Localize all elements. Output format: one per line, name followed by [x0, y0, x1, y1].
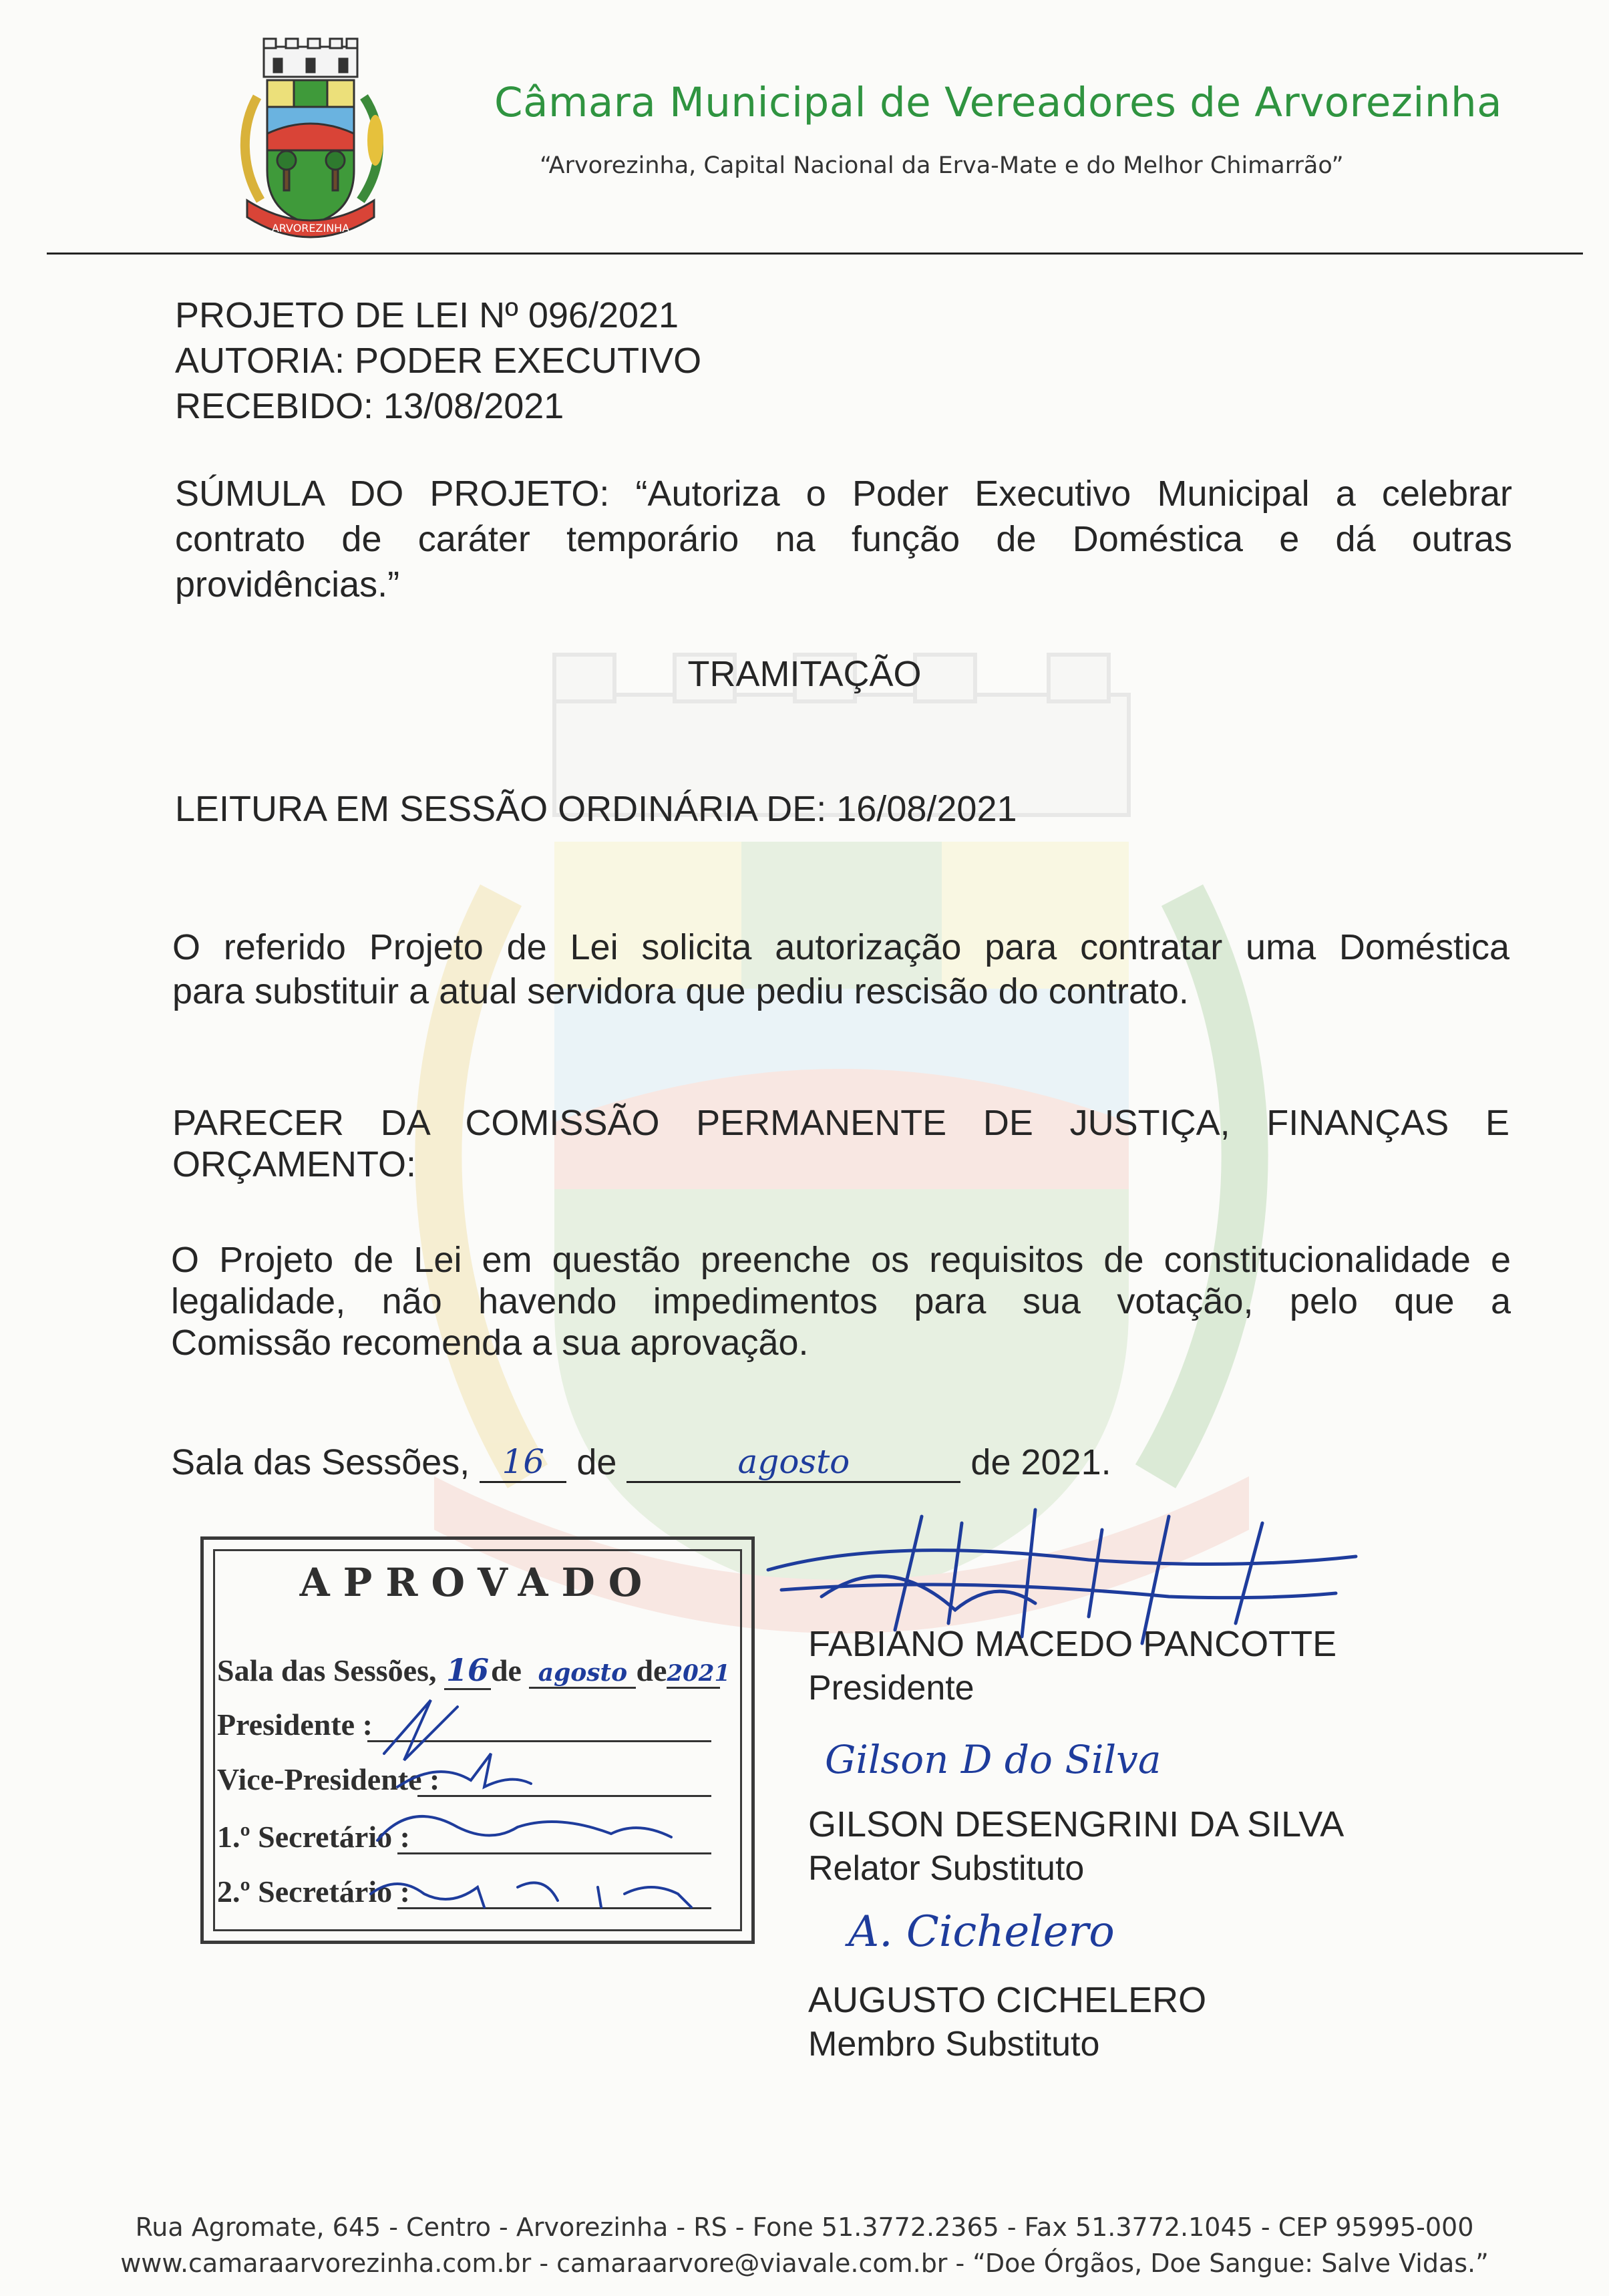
request-line: O referido Projeto de Lei solicita autorização para contratar uma Doméstica [172, 927, 1509, 967]
stamp-day: 16 [444, 1652, 491, 1690]
project-info [175, 293, 701, 429]
stamp-signatures-scribble [357, 1693, 731, 1921]
opinion-body-line: Comissão recomenda a sua aprovação. [171, 1323, 809, 1363]
signatory-name: GILSON DESENGRINI DA SILVA [808, 1804, 1345, 1844]
stamp-president-label: Presidente : [217, 1707, 373, 1742]
stamp-vice-president-label: Vice-Presidente : [217, 1762, 440, 1796]
signatory-role: Presidente [808, 1669, 974, 1707]
summary-line: contrato de caráter temporário na função de Doméstica e dá outras [175, 519, 1512, 559]
shield-icon [267, 80, 354, 224]
month-blank [627, 1442, 960, 1483]
project-number: PROJETO DE LEI Nº 096/2021 [175, 295, 679, 335]
stamp-de2: de [636, 1653, 667, 1687]
stamp-de: de [490, 1653, 522, 1687]
stamp-second-secretary-label: 2.º Secretário : [217, 1874, 410, 1909]
request-paragraph [172, 925, 1509, 1013]
session-reading-date: LEITURA EM SESSÃO ORDINÁRIA DE: 16/08/2021 [175, 789, 1017, 829]
project-authorship: AUTORIA: PODER EXECUTIVO [175, 341, 702, 381]
opinion-body [171, 1239, 1511, 1363]
crest-ribbon-text: ARVOREZINHA [271, 222, 350, 234]
day-blank [480, 1442, 566, 1483]
opinion-heading-line: ORÇAMENTO: [172, 1144, 417, 1184]
relator-handwritten-signature: Gilson D do Silva [825, 1737, 1161, 1782]
session-date-line [171, 1442, 1111, 1483]
chamber-slogan: “Arvorezinha, Capital Nacional da Erva-Mate e do Melhor Chimarrão” [540, 152, 1344, 179]
chamber-title: Câmara Municipal de Vereadores de Arvorezinha [494, 79, 1503, 126]
summary-line: providências.” [175, 564, 400, 605]
crown-icon [264, 39, 357, 77]
session-date-prefix: Sala das Sessões, [171, 1442, 470, 1482]
session-date-suffix: de 2021. [970, 1442, 1111, 1482]
stamp-session-row [217, 1652, 731, 1690]
footer-contact: www.camaraarvorezinha.com.br - camaraarvore@viavale.com.br - “Doe Órgãos, Doe Sangue: Salve Vidas.” [120, 2249, 1489, 2278]
opinion-heading [172, 1102, 1509, 1185]
opinion-body-line: O Projeto de Lei em questão preenche os requisitos de constitucionalidade e [171, 1240, 1511, 1280]
signatory-name: AUGUSTO CICHELERO [808, 1980, 1207, 2020]
signatory-name: FABIANO MACEDO PANCOTTE [808, 1624, 1337, 1664]
opinion-body-line: legalidade, não havendo impedimentos para sua votação, pelo que a [171, 1281, 1511, 1321]
municipal-crest-logo [220, 33, 401, 247]
session-date-de: de [576, 1442, 617, 1482]
member-handwritten-signature: A. Cichelero [848, 1907, 1115, 1957]
summary-line: SÚMULA DO PROJETO: “Autoriza o Poder Executivo Municipal a celebrar [175, 474, 1512, 514]
opinion-heading-line: PARECER DA COMISSÃO PERMANENTE DE JUSTIÇA, FINANÇAS E [172, 1103, 1509, 1143]
signatory-role: Relator Substituto [808, 1849, 1085, 1888]
stamp-first-secretary-label: 1.º Secretário : [217, 1820, 410, 1854]
approval-stamp [200, 1536, 755, 1944]
project-summary [175, 471, 1512, 607]
handwritten-month: agosto [737, 1442, 850, 1481]
stamp-month: agosto [529, 1659, 636, 1689]
header-divider [47, 253, 1583, 255]
signatory-role: Membro Substituto [808, 2025, 1100, 2064]
handwritten-day: 16 [502, 1442, 545, 1481]
footer-address: Rua Agromate, 645 - Centro - Arvorezinha - RS - Fone 51.3772.2365 - Fax 51.3772.1045 - CEP 95995-000 [135, 2212, 1474, 2242]
stamp-title: APROVADO [299, 1560, 656, 1605]
request-line: para substituir a atual servidora que pediu rescisão do contrato. [172, 971, 1189, 1011]
stamp-year: 2021 [667, 1660, 720, 1689]
project-received-date: RECEBIDO: 13/08/2021 [175, 386, 564, 426]
tramitacao-heading: TRAMITAÇÃO [687, 654, 922, 694]
stamp-session-label: Sala das Sessões, [217, 1653, 437, 1687]
